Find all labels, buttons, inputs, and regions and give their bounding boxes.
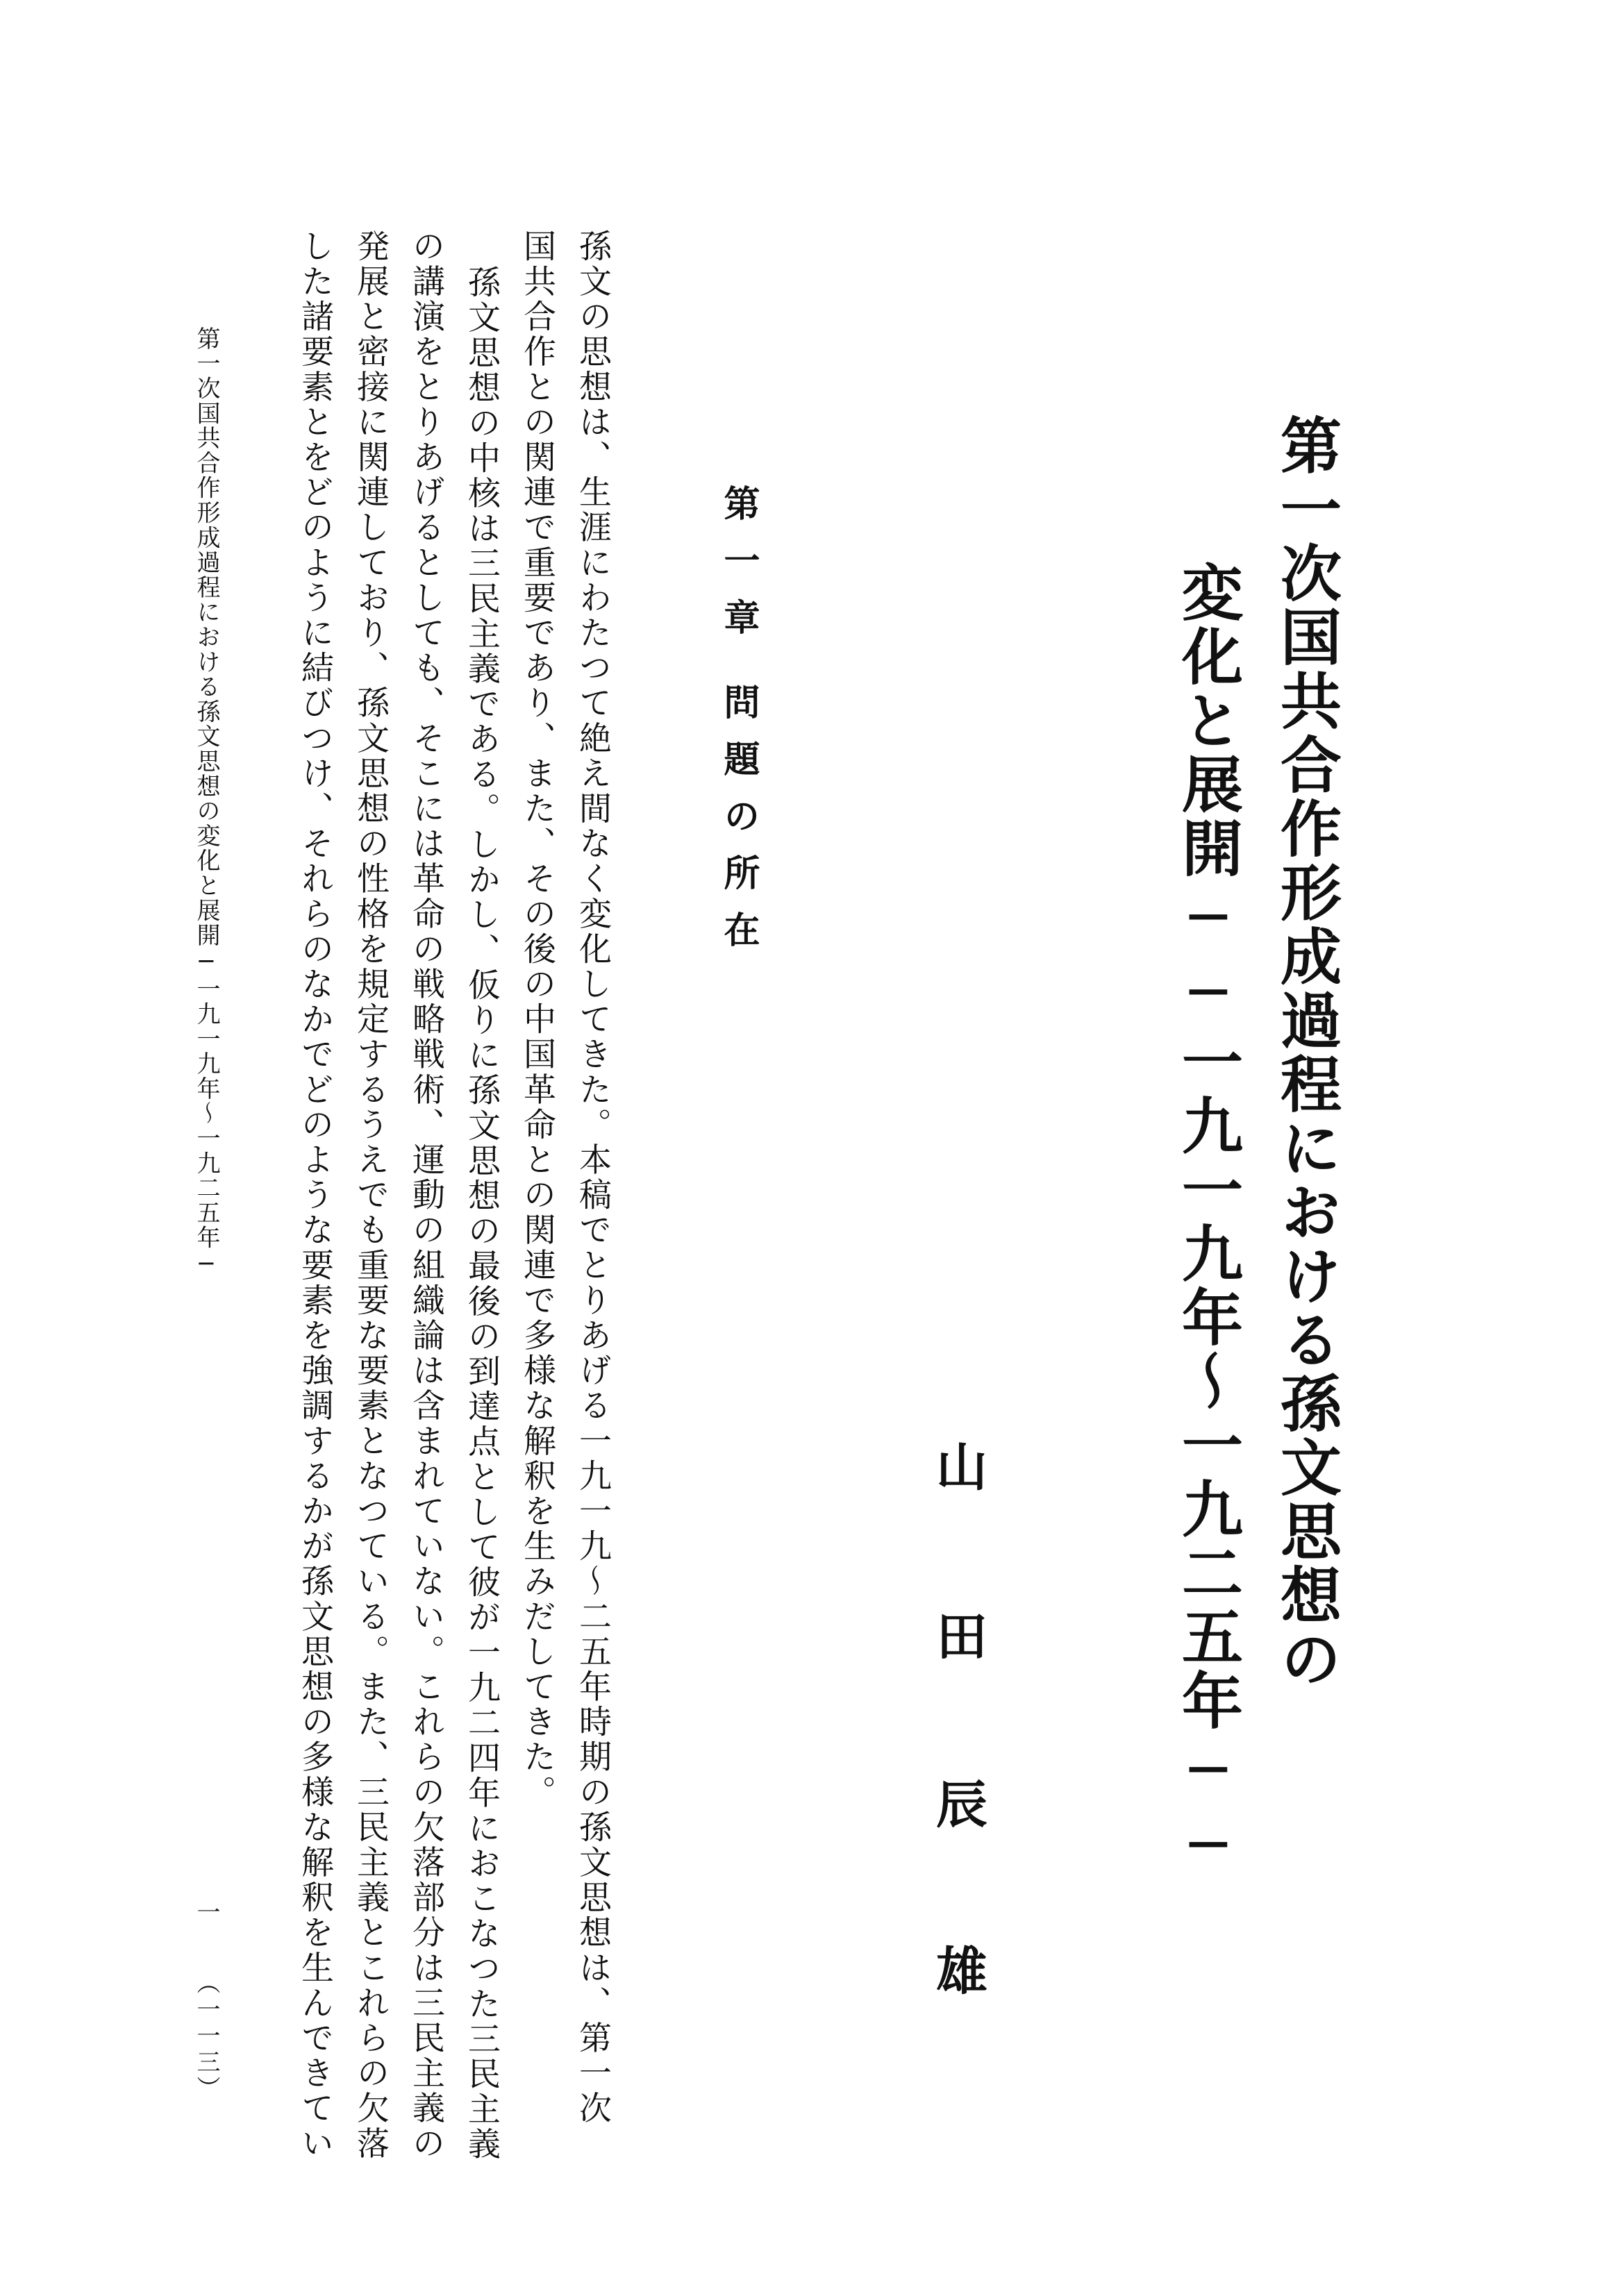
body-text-line: 発展と密接に関連しており、孫文思想の性格を規定するうえでも重要な要素となつている。また、三民主義とこれらの欠落 bbox=[351, 229, 390, 2161]
chapter-number: 第一章 bbox=[717, 485, 760, 655]
page-number: 一 bbox=[192, 1900, 220, 1923]
author-name-char: 田 bbox=[928, 1609, 987, 1661]
chapter-heading bbox=[717, 485, 760, 968]
body-text-line: 国共合作との関連で重要であり、また、その後の中国革命との関連で多様な解釈を生みだしてきた。 bbox=[518, 229, 556, 1810]
body-text-line: 孫文思想の中核は三民主義である。しかし、仮りに孫文思想の最後の到達点として彼が一九二四年におこなつた三民主義 bbox=[462, 265, 501, 2163]
journal-page-number: （一一三） bbox=[192, 1970, 220, 2102]
author-name-char: 山 bbox=[928, 1440, 987, 1491]
body-text-line: した諸要素とをどのように結びつけ、それらのなかでどのような要素を強調するかが孫文思想の多様な解釈を生んできてい bbox=[296, 229, 334, 2161]
author-name-char: 辰 bbox=[928, 1777, 987, 1829]
author-name-char: 雄 bbox=[928, 1944, 987, 1995]
chapter-title: 問題の所在 bbox=[717, 683, 760, 968]
article-title-line-2: 変化と展開──一九一九年〜一九二五年── bbox=[1172, 561, 1244, 1883]
running-head: 第一次国共合作形成過程における孫文思想の変化と展開─一九一九年〜一九二五年─ bbox=[192, 326, 220, 1280]
body-text-line: の講演をとりあげるとしても、そこには革命の戦略戦術、運動の組織論は含まれていない。これらの欠落部分は三民主義の bbox=[407, 229, 445, 2161]
body-text-line: 孫文の思想は、生涯にわたつて絶え間なく変化してきた。本稿でとりあげる一九一九〜二五年時期の孫文思想は、第一次 bbox=[574, 229, 612, 2127]
article-title-line-1: 第一次国共合作形成過程における孫文思想の bbox=[1271, 414, 1343, 1691]
